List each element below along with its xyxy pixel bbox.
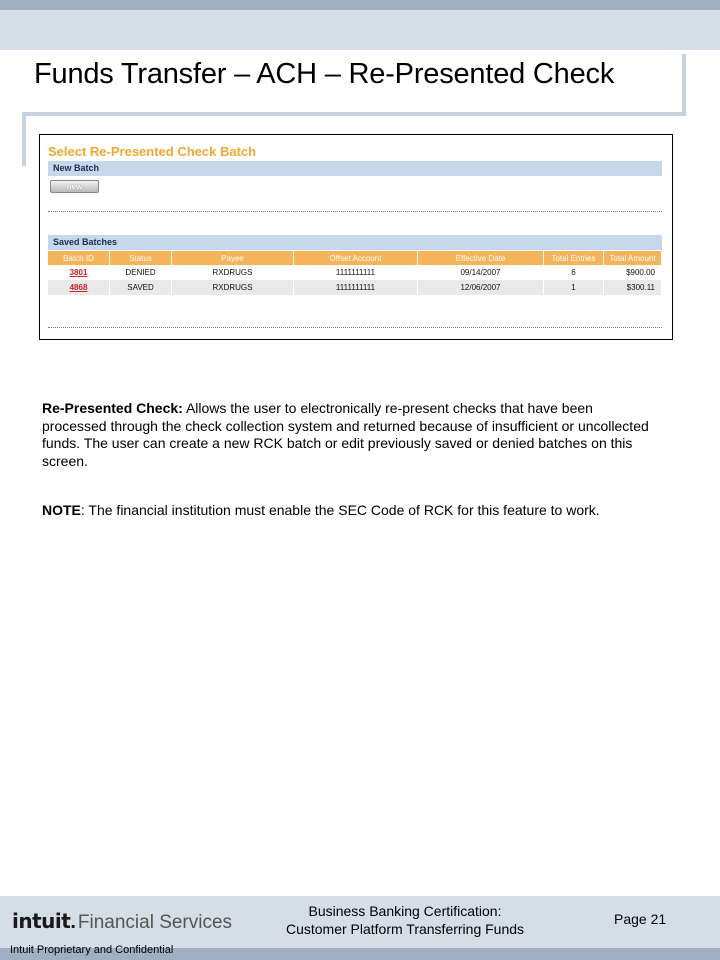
course-title-line-2: Customer Platform Transferring Funds — [285, 921, 525, 937]
column-header-total-entries[interactable]: Total Entries — [544, 251, 604, 265]
divider — [48, 211, 662, 212]
description-paragraph — [42, 400, 650, 470]
batch-id-link[interactable]: 4868 — [69, 283, 88, 292]
new-batch-button[interactable]: new — [50, 180, 99, 193]
column-header-offset-account[interactable]: Offset Account — [294, 251, 418, 265]
total-entries-cell: 6 — [544, 265, 604, 280]
column-header-status[interactable]: Status — [110, 251, 172, 265]
description-text: Allows the user to electronically re-present checks that have been processed through the check collection system and returned because of insufficient or uncollected funds. The user can create a new RCK batch or edit previously saved or denied batches on this screen. — [42, 400, 649, 469]
title-frame-bottom — [22, 112, 686, 116]
note-text: : The financial institution must enable the SEC Code of RCK for this feature to work. — [80, 502, 600, 518]
saved-batches-section-bar: Saved Batches — [48, 235, 662, 250]
batch-id-cell — [48, 280, 110, 295]
table-header-row — [48, 251, 662, 265]
course-title — [255, 902, 555, 938]
batch-screenshot — [39, 134, 673, 340]
logo-brand: intuit — [12, 909, 71, 933]
offset-account-cell: 1111111111 — [294, 265, 418, 280]
total-amount-cell: $300.11 — [604, 280, 662, 295]
proprietary-notice: Intuit Proprietary and Confidential — [10, 944, 174, 956]
note-paragraph — [42, 502, 650, 520]
status-cell: DENIED — [110, 265, 172, 280]
note-lead: NOTE — [42, 502, 81, 518]
intuit-logo — [12, 909, 232, 934]
column-header-batch-id[interactable]: Batch ID — [48, 251, 110, 265]
slide-title: Funds Transfer – ACH – Re-Presented Check — [34, 58, 615, 90]
offset-account-cell: 1111111111 — [294, 280, 418, 295]
batch-id-cell — [48, 265, 110, 280]
total-amount-cell: $900.00 — [604, 265, 662, 280]
logo-dot: . — [70, 911, 76, 933]
column-header-total-amount[interactable]: Total Amount — [604, 251, 662, 265]
header-band — [0, 10, 720, 50]
page-number: Page 21 — [614, 911, 667, 927]
title-frame-left — [22, 112, 26, 166]
description-lead: Re-Presented Check: — [42, 400, 183, 416]
title-frame-right — [682, 54, 686, 116]
table-row — [48, 265, 662, 280]
header-band-dark — [0, 0, 720, 10]
logo-service: Financial Services — [77, 912, 233, 933]
column-header-payee[interactable]: Payee — [172, 251, 294, 265]
effective-date-cell: 09/14/2007 — [418, 265, 544, 280]
screenshot-heading: Select Re-Presented Check Batch — [48, 144, 257, 159]
total-entries-cell: 1 — [544, 280, 604, 295]
status-cell: SAVED — [110, 280, 172, 295]
divider — [48, 327, 662, 328]
column-header-effective-date[interactable]: Effective Date — [418, 251, 544, 265]
effective-date-cell: 12/06/2007 — [418, 280, 544, 295]
payee-cell: RXDRUGS — [172, 280, 294, 295]
table-row — [48, 280, 662, 295]
payee-cell: RXDRUGS — [172, 265, 294, 280]
batch-id-link[interactable]: 3801 — [69, 268, 88, 277]
course-title-line-1: Business Banking Certification: — [308, 903, 502, 919]
new-batch-section-bar: New Batch — [48, 161, 662, 176]
saved-batches-table — [48, 251, 662, 295]
